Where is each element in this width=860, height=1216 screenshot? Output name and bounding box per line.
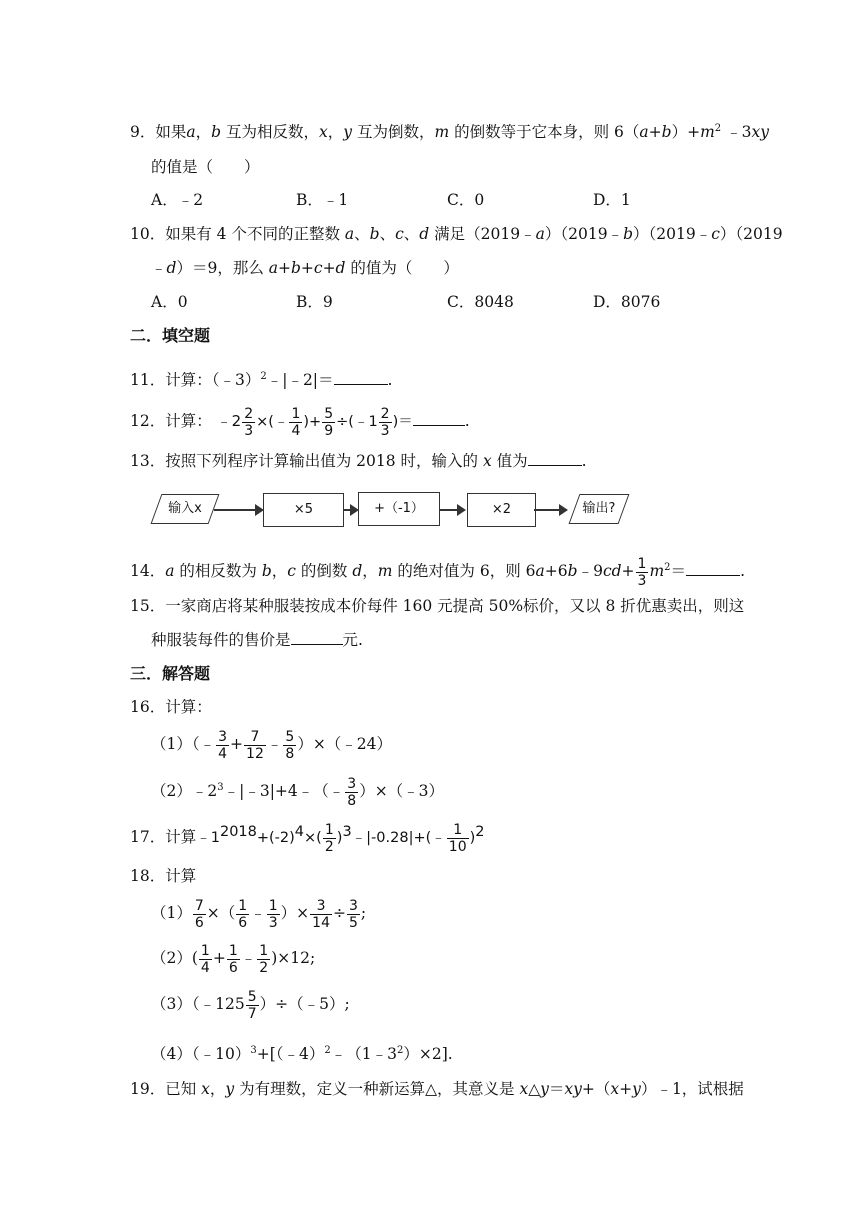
fraction	[257, 943, 270, 976]
numerator: 1	[637, 555, 647, 572]
q10-var: b	[369, 225, 380, 243]
flow-input	[156, 494, 214, 524]
numerator: 3	[348, 897, 358, 914]
q10-var: a	[535, 225, 545, 243]
fraction	[379, 406, 392, 439]
fraction	[267, 898, 280, 931]
q15-text: 种服装每件的售价是	[151, 631, 291, 649]
program-flowchart	[150, 488, 650, 532]
q14-var: m	[649, 562, 665, 581]
q18-text: ﹣（1﹣3	[330, 1045, 397, 1064]
numerator: 7	[244, 729, 266, 746]
q9-var: x	[319, 123, 328, 142]
q19-text: +	[619, 1080, 633, 1098]
q9-exponent: 2	[714, 123, 722, 134]
fraction	[323, 822, 336, 855]
fraction	[244, 729, 266, 762]
question-13	[130, 449, 587, 472]
q12-text: ÷	[336, 414, 349, 430]
q12-text: (﹣1	[348, 414, 378, 430]
denominator: 6	[238, 914, 248, 931]
q10-text: 、	[354, 225, 370, 243]
q10-var: c	[395, 225, 404, 243]
q9-text: 互为倒数，	[352, 123, 435, 142]
q14-var: b	[261, 562, 272, 581]
option-b[interactable]: B．﹣1	[296, 191, 349, 209]
question-11	[130, 366, 392, 391]
numerator: 3	[218, 728, 228, 745]
q16-text: ﹣|﹣3|+4﹣（﹣	[223, 782, 345, 801]
question-10-line2	[151, 257, 459, 279]
q18-text: ÷	[332, 904, 346, 922]
q9-var: y	[343, 123, 353, 142]
q18-text: +	[212, 949, 226, 967]
numerator: 1	[447, 822, 469, 839]
q16-text: （2）﹣2	[151, 782, 218, 801]
option-a[interactable]: A．﹣2	[151, 191, 204, 209]
numerator: 1	[268, 897, 278, 914]
q19-var: y	[540, 1080, 549, 1098]
question-10-stem	[130, 223, 783, 245]
q17-label: 17．计算	[130, 828, 197, 847]
denominator: 8	[285, 745, 295, 762]
q14-end: .	[740, 562, 745, 581]
question-9-stem	[130, 118, 769, 143]
q14-text: +6	[544, 562, 568, 581]
q10-var: c	[711, 225, 720, 243]
q18-text: （2）(	[151, 949, 198, 967]
q9-var: b	[211, 123, 222, 142]
q18-text: ﹣	[240, 949, 257, 967]
denominator: 6	[228, 959, 238, 976]
question-18-part-2	[151, 941, 315, 976]
denominator: 8	[347, 792, 357, 809]
numerator: 1	[200, 942, 210, 959]
q11-exponent: 2	[260, 371, 267, 382]
q19-var: x	[201, 1080, 210, 1098]
q11-text: 11．计算：（﹣3）	[130, 371, 261, 390]
option-d[interactable]: D．1	[593, 191, 631, 209]
numerator: 5	[285, 728, 295, 745]
option-c[interactable]: C．8048	[447, 293, 514, 311]
denominator: 5	[348, 914, 358, 931]
q11-text: ﹣|﹣2|＝	[266, 371, 334, 390]
q9-text: 互为相反数，	[221, 123, 320, 142]
numerator: 1	[291, 405, 301, 422]
q9-text: ，	[327, 123, 344, 142]
question-15-line1: 15．一家商店将某种服装按成本价每件 160 元提高 50%标价，又以 8 折优惠卖出，则这	[130, 597, 745, 615]
numerator: 5	[324, 405, 334, 422]
q18-text: （3）（﹣125	[151, 995, 245, 1013]
q18-text: )×12;	[271, 949, 316, 967]
denominator: 6	[194, 914, 204, 931]
q10-text: 、	[379, 225, 396, 243]
fraction	[216, 729, 229, 762]
denominator: 3	[268, 914, 278, 931]
denominator: 9	[324, 422, 334, 439]
q13-var: x	[482, 452, 492, 470]
flow-output-label: 输出?	[582, 501, 616, 516]
q19-text: ）﹣1，试根据	[640, 1080, 744, 1098]
q9-var: b	[661, 123, 672, 142]
q18-exponent: 2	[396, 1045, 404, 1056]
q12-text: (﹣	[268, 414, 289, 430]
q19-var: y	[225, 1080, 235, 1098]
fraction	[242, 406, 255, 439]
denominator: 2	[324, 838, 334, 855]
q14-var: b	[567, 562, 578, 581]
q14-text: 的绝对值为 6，则 6	[392, 562, 536, 581]
q18-text: ）×2].	[403, 1045, 453, 1064]
q12-end: .	[464, 412, 470, 430]
question-17	[130, 814, 485, 856]
q10-text: ﹣	[151, 259, 167, 277]
answer-blank[interactable]	[334, 368, 388, 385]
question-12	[130, 404, 470, 439]
q14-var: m	[377, 562, 393, 581]
q10-var: b	[623, 225, 633, 243]
arrow-icon	[534, 509, 566, 511]
q10-var: a	[344, 225, 355, 243]
option-d[interactable]: D．8076	[593, 293, 661, 311]
fraction	[636, 556, 649, 589]
q13-text: 13．按照下列程序计算输出值为 2018 时，输入的	[130, 452, 483, 470]
q9-text: ﹣3	[721, 123, 752, 142]
question-9-line2: 的值是（ ）	[151, 158, 260, 176]
q19-text: ，	[209, 1080, 226, 1098]
q12-text: )＝	[392, 414, 413, 430]
option-b[interactable]: B．9	[296, 293, 333, 311]
q17-exponent: 2018	[219, 824, 257, 840]
q11-end: .	[387, 371, 393, 390]
q15-text: 元.	[342, 631, 363, 649]
denominator: 2	[259, 959, 269, 976]
numerator: 3	[310, 898, 332, 915]
q19-text: 为有理数，定义一种新运算△，其意义是	[234, 1080, 520, 1098]
q12-text: ﹣2	[216, 412, 242, 430]
numerator: 5	[247, 988, 257, 1005]
q14-var: d	[352, 562, 363, 581]
q16-text: ）×（﹣24）	[297, 735, 393, 753]
q17-text: ×(	[304, 830, 322, 847]
q19-text: △	[528, 1080, 541, 1098]
q14-text: ，	[271, 562, 288, 581]
q14-text: 的倒数	[295, 562, 353, 581]
q10-text: 10．如果有 4 个不同的正整数	[130, 225, 345, 243]
denominator: 4	[200, 959, 210, 976]
q12-text: )+	[303, 414, 322, 430]
fraction	[345, 776, 358, 809]
fraction	[283, 729, 296, 762]
arrow-icon	[343, 509, 357, 511]
q14-text: ，	[362, 562, 378, 581]
q13-text: 值为	[491, 452, 528, 470]
fraction	[310, 898, 332, 931]
q17-text: )	[336, 830, 343, 847]
q9-text: ，	[195, 123, 212, 142]
q9-text: 的倒数等于它本身，则 6（	[449, 123, 640, 142]
q10-text: 的值为（ ）	[345, 259, 459, 277]
answer-blank[interactable]	[686, 559, 740, 576]
option-c[interactable]: C．0	[447, 191, 485, 209]
q17-text: +(-2)	[256, 830, 295, 847]
q10-text: 、	[403, 225, 420, 243]
denominator: 7	[247, 1005, 257, 1022]
q19-text: 19．已知	[130, 1080, 202, 1098]
fraction	[347, 898, 360, 931]
q10-var: d	[419, 225, 430, 243]
q9-var: m	[434, 123, 450, 142]
question-16-part-1	[151, 727, 392, 762]
q10-text: ）＝9，那么	[176, 259, 269, 277]
q19-text: +（	[581, 1080, 611, 1098]
q16-exponent: 3	[217, 782, 224, 793]
q17-exponent: 3	[342, 824, 352, 840]
q9-text: ）+	[671, 123, 701, 142]
q18-exponent: 2	[324, 1045, 331, 1056]
q17-text: ﹣1	[196, 830, 220, 847]
question-16-label: 16．计算：	[130, 698, 212, 716]
q10-var: d	[166, 259, 177, 277]
fraction	[227, 943, 240, 976]
arrow-icon	[214, 509, 262, 511]
q14-text: 的相反数为	[174, 562, 262, 581]
q14-var: cd	[602, 562, 622, 581]
question-18-part-1	[151, 896, 366, 931]
answer-blank[interactable]	[528, 449, 582, 466]
numerator: 1	[228, 942, 238, 959]
q16-text: +	[230, 735, 244, 753]
q10-text: ）（2019﹣	[544, 225, 624, 243]
question-16-part-2	[151, 771, 444, 809]
q14-text: +	[621, 562, 635, 581]
q9-var: a	[639, 123, 649, 142]
q19-var: x	[610, 1080, 620, 1098]
q18-text: ×（	[206, 904, 236, 922]
q12-label: 12．计算：	[130, 412, 212, 430]
q14-text: 14．	[130, 562, 166, 581]
numerator: 1	[238, 897, 248, 914]
q17-exponent: 4	[294, 824, 305, 840]
q18-text: ;	[360, 904, 367, 922]
numerator: 7	[194, 897, 204, 914]
numerator: 1	[324, 821, 334, 838]
q18-text: （4）（﹣10）	[151, 1045, 251, 1064]
denominator: 14	[312, 914, 330, 931]
q16-text: （1）（﹣	[151, 735, 216, 753]
q14-var: c	[287, 562, 296, 581]
flow-step-multiply-2: ×2	[467, 493, 536, 527]
question-18-part-3	[151, 987, 350, 1022]
flow-step-multiply-5: ×5	[263, 493, 344, 527]
q16-text: ﹣	[266, 735, 283, 753]
fraction	[246, 989, 259, 1022]
question-14	[130, 551, 745, 589]
q17-text: ﹣|-0.28|+(﹣	[351, 830, 446, 847]
denominator: 10	[448, 838, 467, 855]
numerator: 2	[380, 405, 390, 422]
fraction	[199, 943, 212, 976]
section-heading-solve: 三．解答题	[130, 664, 211, 683]
arrow-icon	[439, 509, 464, 511]
numerator: 2	[244, 405, 254, 422]
flow-step-add-neg-1: +（-1）	[358, 492, 440, 526]
q9-text: 9．如果	[130, 123, 187, 142]
q10-var: a+b+c+d	[268, 259, 346, 277]
denominator: 3	[637, 572, 647, 589]
q19-var: y	[632, 1080, 641, 1098]
q14-exponent: 2	[664, 562, 671, 573]
q10-text: ）（2019﹣	[633, 225, 712, 243]
q19-var: xy	[564, 1080, 582, 1098]
q9-var: a	[186, 123, 196, 142]
q18-text: （1）	[151, 904, 192, 922]
q9-text: +	[648, 123, 662, 142]
q14-text: ＝	[670, 562, 687, 581]
flow-input-label: 输入x	[168, 501, 202, 516]
denominator: 12	[246, 745, 264, 762]
q14-var: a	[165, 562, 175, 581]
q14-var: a	[535, 562, 545, 581]
answer-blank[interactable]	[291, 628, 343, 645]
denominator: 4	[291, 422, 301, 439]
flow-output	[574, 494, 624, 524]
q16-text: ）×（﹣3）	[359, 782, 445, 801]
q10-text: ）（2019	[719, 225, 783, 243]
denominator: 3	[244, 422, 254, 439]
question-19	[130, 1078, 744, 1100]
q9-var: xy	[751, 123, 769, 142]
question-18-part-4	[151, 1040, 453, 1065]
fraction	[322, 406, 335, 439]
fraction	[447, 822, 469, 855]
q18-text: ）÷（﹣5）;	[259, 995, 350, 1013]
fraction	[193, 898, 206, 931]
q13-end: .	[581, 452, 587, 470]
q10-text: 满足（2019﹣	[429, 225, 536, 243]
denominator: 4	[218, 745, 228, 762]
fraction	[289, 406, 302, 439]
q9-var: m	[700, 123, 715, 142]
q19-var: x	[519, 1080, 529, 1098]
q18-text: ﹣	[250, 904, 266, 922]
question-18-label: 18．计算	[130, 867, 197, 885]
q18-text: +[（﹣4）	[256, 1045, 325, 1064]
q18-exponent: 3	[250, 1045, 257, 1056]
q17-text: )	[469, 830, 476, 847]
answer-blank[interactable]	[413, 409, 465, 426]
numerator: 3	[347, 775, 357, 792]
q12-text: ×	[256, 414, 269, 430]
fraction	[236, 898, 249, 931]
denominator: 3	[380, 422, 390, 439]
numerator: 1	[259, 942, 269, 959]
q18-text: ）×	[280, 904, 310, 922]
question-15-line2	[151, 628, 363, 651]
section-heading-fill-in: 二．填空题	[130, 326, 211, 345]
option-a[interactable]: A．0	[151, 293, 188, 311]
q14-text: ﹣9	[577, 562, 603, 581]
q17-exponent: 2	[475, 824, 485, 840]
q19-text: ＝	[548, 1080, 565, 1098]
